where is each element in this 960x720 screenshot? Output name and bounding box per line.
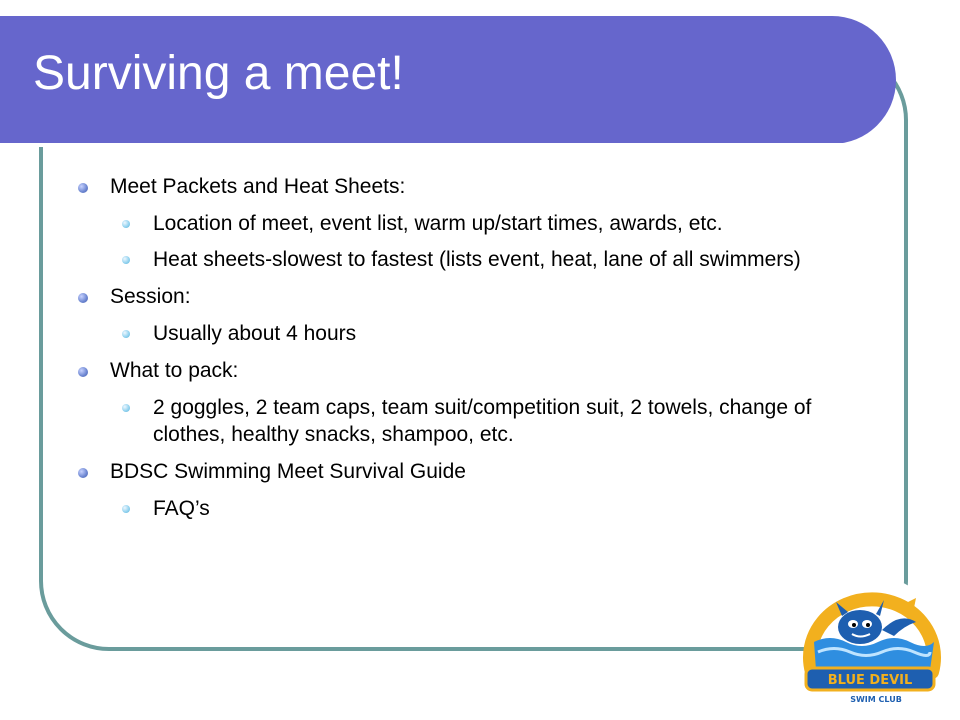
blue-devil-logo [790, 572, 950, 710]
bullet-item [72, 172, 882, 202]
swim-club-logo-icon [790, 572, 950, 710]
bullet-dot-icon [78, 183, 88, 193]
sub-bullet-dot-icon [122, 330, 130, 338]
bullet-item [72, 356, 882, 386]
slide-title: Surviving a meet! [33, 47, 404, 100]
bullet-list [72, 172, 882, 531]
sub-bullet-text: 2 goggles, 2 team caps, team suit/competition suit, 2 towels, change of clothes, healthy snacks, shampoo, etc. [153, 396, 812, 446]
sub-bullet-item [72, 210, 882, 237]
sub-bullet-dot-icon [122, 505, 130, 513]
sub-bullet-text: Heat sheets-slowest to fastest (lists event, heat, lane of all swimmers) [153, 248, 801, 271]
logo-subtitle-text: SWIM CLUB [850, 695, 902, 704]
sub-bullet-text: FAQ’s [153, 497, 210, 520]
sub-bullet-item [72, 394, 882, 448]
bullet-dot-icon [78, 367, 88, 377]
sub-bullet-item [72, 246, 882, 273]
sub-bullet-dot-icon [122, 256, 130, 264]
sub-bullet-text: Usually about 4 hours [153, 322, 357, 345]
sub-bullet-dot-icon [122, 220, 130, 228]
sub-bullet-item [72, 495, 882, 522]
sub-bullet-text: Location of meet, event list, warm up/start times, awards, etc. [153, 212, 723, 235]
bullet-item [72, 282, 882, 312]
title-underline [0, 143, 848, 147]
bullet-text: BDSC Swimming Meet Survival Guide [110, 460, 466, 483]
bullet-text: Session: [110, 285, 191, 308]
bullet-dot-icon [78, 293, 88, 303]
logo-title-text: BLUE DEVIL [827, 673, 913, 688]
sub-bullet-item [72, 320, 882, 347]
sub-bullet-dot-icon [122, 404, 130, 412]
bullet-item [72, 457, 882, 487]
bullet-text: What to pack: [110, 359, 239, 382]
bullet-text: Meet Packets and Heat Sheets: [110, 175, 406, 198]
bullet-dot-icon [78, 468, 88, 478]
